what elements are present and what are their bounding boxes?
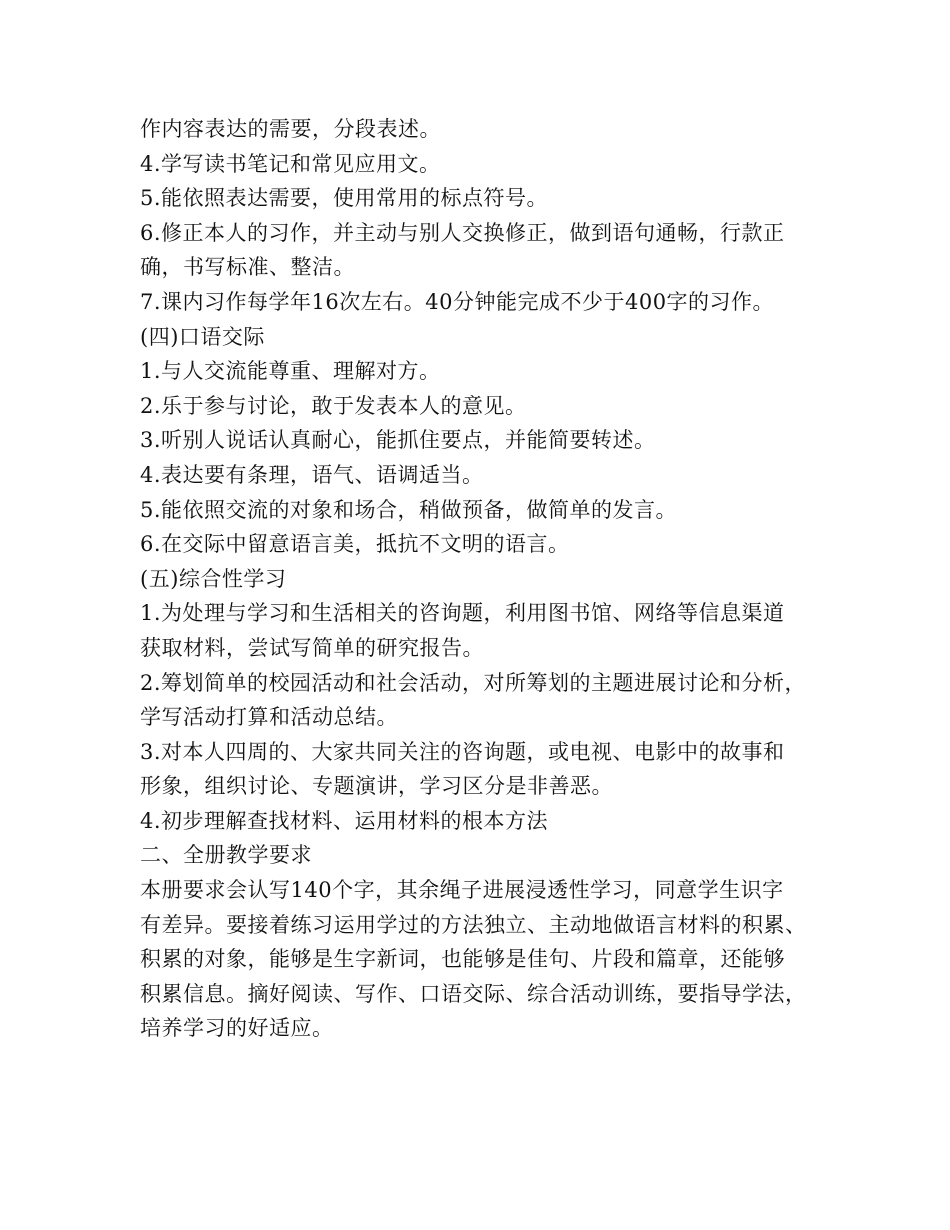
section-heading: (四)口语交际 [140, 324, 265, 349]
text-line: 学写活动打算和活动总结。 [140, 705, 398, 730]
text-line: 1.为处理与学习和生活相关的咨询题，利用图书馆、网络等信息渠道 [140, 601, 785, 626]
text-line: 3.对本人四周的、大家共同关注的咨询题，或电视、电影中的故事和 [140, 739, 785, 764]
text-line: 4.学写读书笔记和常见应用文。 [140, 151, 441, 176]
text-line: 积累的对象，能够是生字新词，也能够是佳句、片段和篇章，还能够 [140, 947, 785, 972]
text-line: 7.课内习作每学年16次左右。40分钟能完成不少于400字的习作。 [140, 289, 775, 314]
section-heading: (五)综合性学习 [140, 566, 287, 591]
text-line: 培养学习的好适应。 [140, 1016, 334, 1041]
text-line: 6.在交际中留意语言美，抵抗不文明的语言。 [140, 532, 570, 557]
text-line: 5.能依照交流的对象和场合，稍做预备，做简单的发言。 [140, 497, 678, 522]
document-page [140, 112, 820, 1046]
text-line: 作内容表达的需要，分段表述。 [140, 117, 441, 141]
text-line: 5.能依照表达需要，使用常用的标点符号。 [140, 186, 549, 211]
text-line: 6.修正本人的习作，并主动与别人交换修正，做到语句通畅，行款正 [140, 220, 785, 245]
text-line: 本册要求会认写140个字，其余绳子进展浸透性学习，同意学生识字 [140, 878, 784, 903]
text-line: 4.表达要有条理，语气、语调适当。 [140, 462, 484, 487]
text-line: 2.乐于参与讨论，敢于发表本人的意见。 [140, 393, 527, 418]
text-line: 3.听别人说话认真耐心，能抓住要点，并能简要转述。 [140, 428, 656, 453]
section-heading: 二、全册教学要求 [140, 843, 312, 868]
text-line: 1.与人交流能尊重、理解对方。 [140, 359, 441, 384]
text-line: 确，书写标准、整洁。 [140, 255, 355, 280]
text-line: 有差异。要接着练习运用学过的方法独立、主动地做语言材料的积累、 [140, 912, 807, 937]
text-line: 2.筹划简单的校园活动和社会活动，对所筹划的主题进展讨论和分析， [140, 670, 807, 695]
text-line: 4.初步理解查找材料、运用材料的根本方法 [140, 808, 549, 833]
text-line: 形象，组织讨论、专题演讲，学习区分是非善恶。 [140, 774, 613, 799]
text-line: 积累信息。摘好阅读、写作、口语交际、综合活动训练，要指导学法， [140, 981, 807, 1006]
text-line: 获取材料，尝试写简单的研究报告。 [140, 635, 484, 660]
